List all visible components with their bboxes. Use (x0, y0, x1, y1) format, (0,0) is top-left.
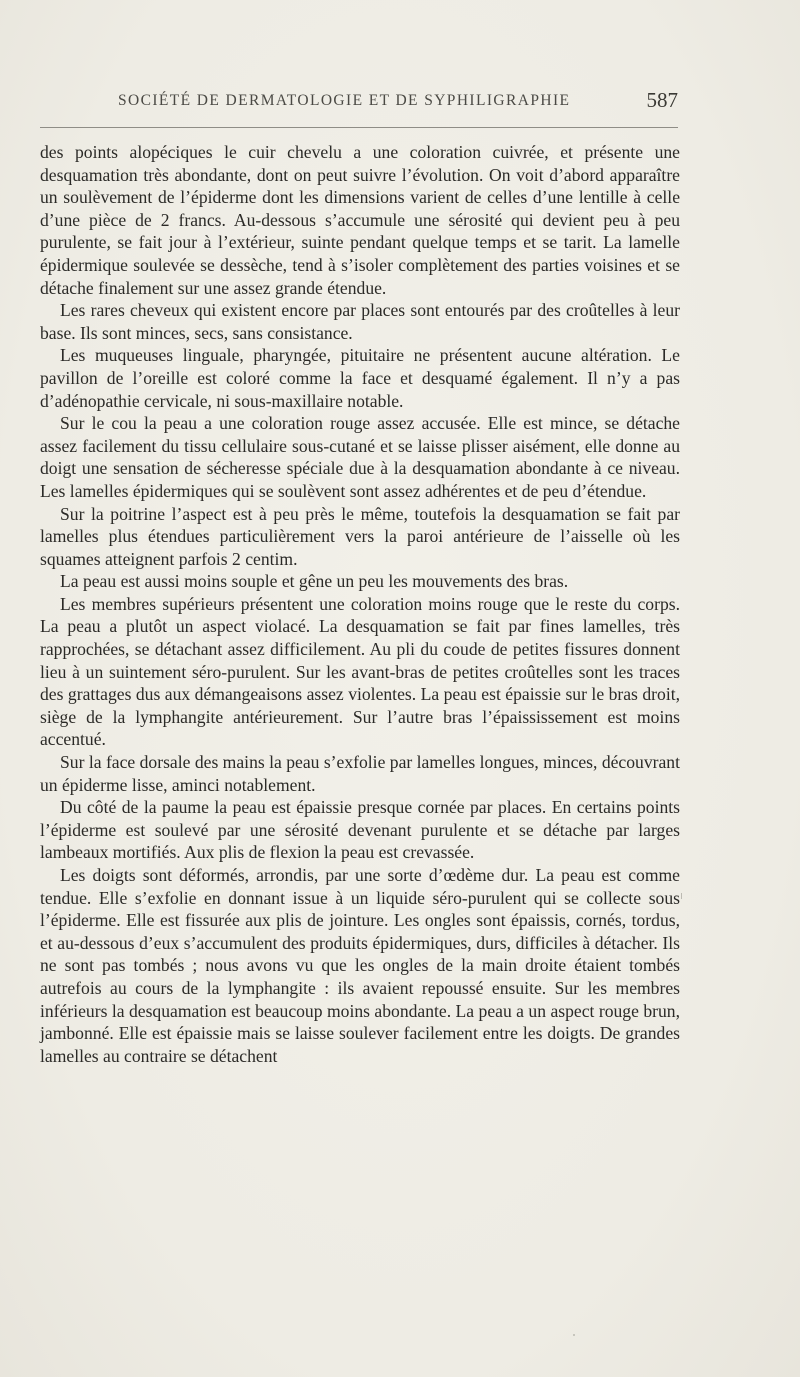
paragraph: Sur le cou la peau a une coloration rouge assez accusée. Elle est mince, se détache assez facilement du tissu cellulaire sous-cutané et se laisse plisser aisément, elle donne au doigt une sensation de sécheresse spéciale due à la desquamation abondante à ce niveau. Les lamelles épidermiques qui se soulèvent sont assez adhérentes et de peu d’étendue. (40, 413, 680, 501)
paper-speck (681, 893, 682, 899)
paragraph: Sur la poitrine l’aspect est à peu près le même, toutefois la desquamation se fait par lamelles plus étendues particulièrement vers la paroi antérieure de l’aisselle où les squames atteignent parfois 2 centim. (40, 503, 680, 569)
paragraph: La peau est aussi moins souple et gêne un peu les mouvements des bras. (60, 571, 569, 592)
paragraph: Les muqueuses linguale, pharyngée, pituitaire ne présentent aucune altération. Le pavillon de l’oreille est coloré comme la face et desquamé également. Il n’y a pas d’adénopathie cervicale, ni sous-maxillaire notable. (40, 345, 680, 411)
paragraph: Les doigts sont déformés, arrondis, par une sorte d’œdème dur. La peau est comme tendue. Elle s’exfolie en donnant issue à un liquide séro-purulent qui se collecte sous l’épiderme. Elle est fissurée aux plis de jointure. Les ongles sont épaissis, cornés, tordus, et au-dessous d’eux s’accumulent des produits épidermiques, durs, difficiles à détacher. Ils ne sont pas tombés ; nous avons vu que les ongles de la main droite étaient tombés autrefois au cours de la lymphangite : ils avaient repoussé ensuite. Sur les membres inférieurs la desquamation est beaucoup moins abondante. La peau a un aspect rouge brun, jambonné. Elle est épaissie mais se laisse soulever facilement entre les doigts. De grandes lamelles au contraire se détachent (40, 865, 680, 1066)
paragraph: Les rares cheveux qui existent encore par places sont entourés par des croûtelles à leur base. Ils sont minces, secs, sans consistance. (40, 300, 680, 343)
paragraph: des points alopéciques le cuir chevelu a une coloration cuivrée, et présente une desquamation très abondante, dont on peut suivre l’évolution. On voit d’abord apparaître un soulèvement de l’épiderme dont les dimensions varient de celles d’une lentille à celle d’une pièce de 2 francs. Au-dessous s’accumule une sérosité qui devient peu à peu purulente, se fait jour à l’extérieur, suinte pendant quelque temps et se tarit. La lamelle épidermique soulevée se dessèche, tend à s’isoler complètement des parties voisines et se détache finalement sur une assez grande étendue. (40, 142, 680, 298)
header-rule (40, 127, 678, 128)
paragraph: Les membres supérieurs présentent une coloration moins rouge que le reste du corps. La peau a plutôt un aspect violacé. La desquamation se fait par fines lamelles, très rapprochées, se détachant assez difficilement. Au pli du coude de petites fissures donnent lieu à un suintement séro-purulent. Sur les avant-bras de petites croûtelles sont les traces des grattages dus aux démangeaisons assez violentes. La peau est épaissie sur le bras droit, siège de la lymphangite antérieurement. Sur l’autre bras l’épaississement est moins accentué. (40, 593, 680, 750)
body-text (40, 141, 680, 1067)
paragraph: Sur la face dorsale des mains la peau s’exfolie par lamelles longues, minces, découvrant un épiderme lisse, aminci notablement. (40, 752, 680, 795)
running-head (40, 88, 680, 114)
page-number: 587 (646, 88, 678, 112)
paragraph: Du côté de la paume la peau est épaissie presque cornée par places. En certains points l’épiderme est soulevé par une sérosité devenant purulente et se détache par larges lambeaux mortifiés. Aux plis de flexion la peau est crevassée. (40, 797, 680, 863)
running-title: SOCIÉTÉ DE DERMATOLOGIE ET DE SYPHILIGRAPHIE (118, 92, 571, 109)
paper-speck (573, 1334, 575, 1336)
